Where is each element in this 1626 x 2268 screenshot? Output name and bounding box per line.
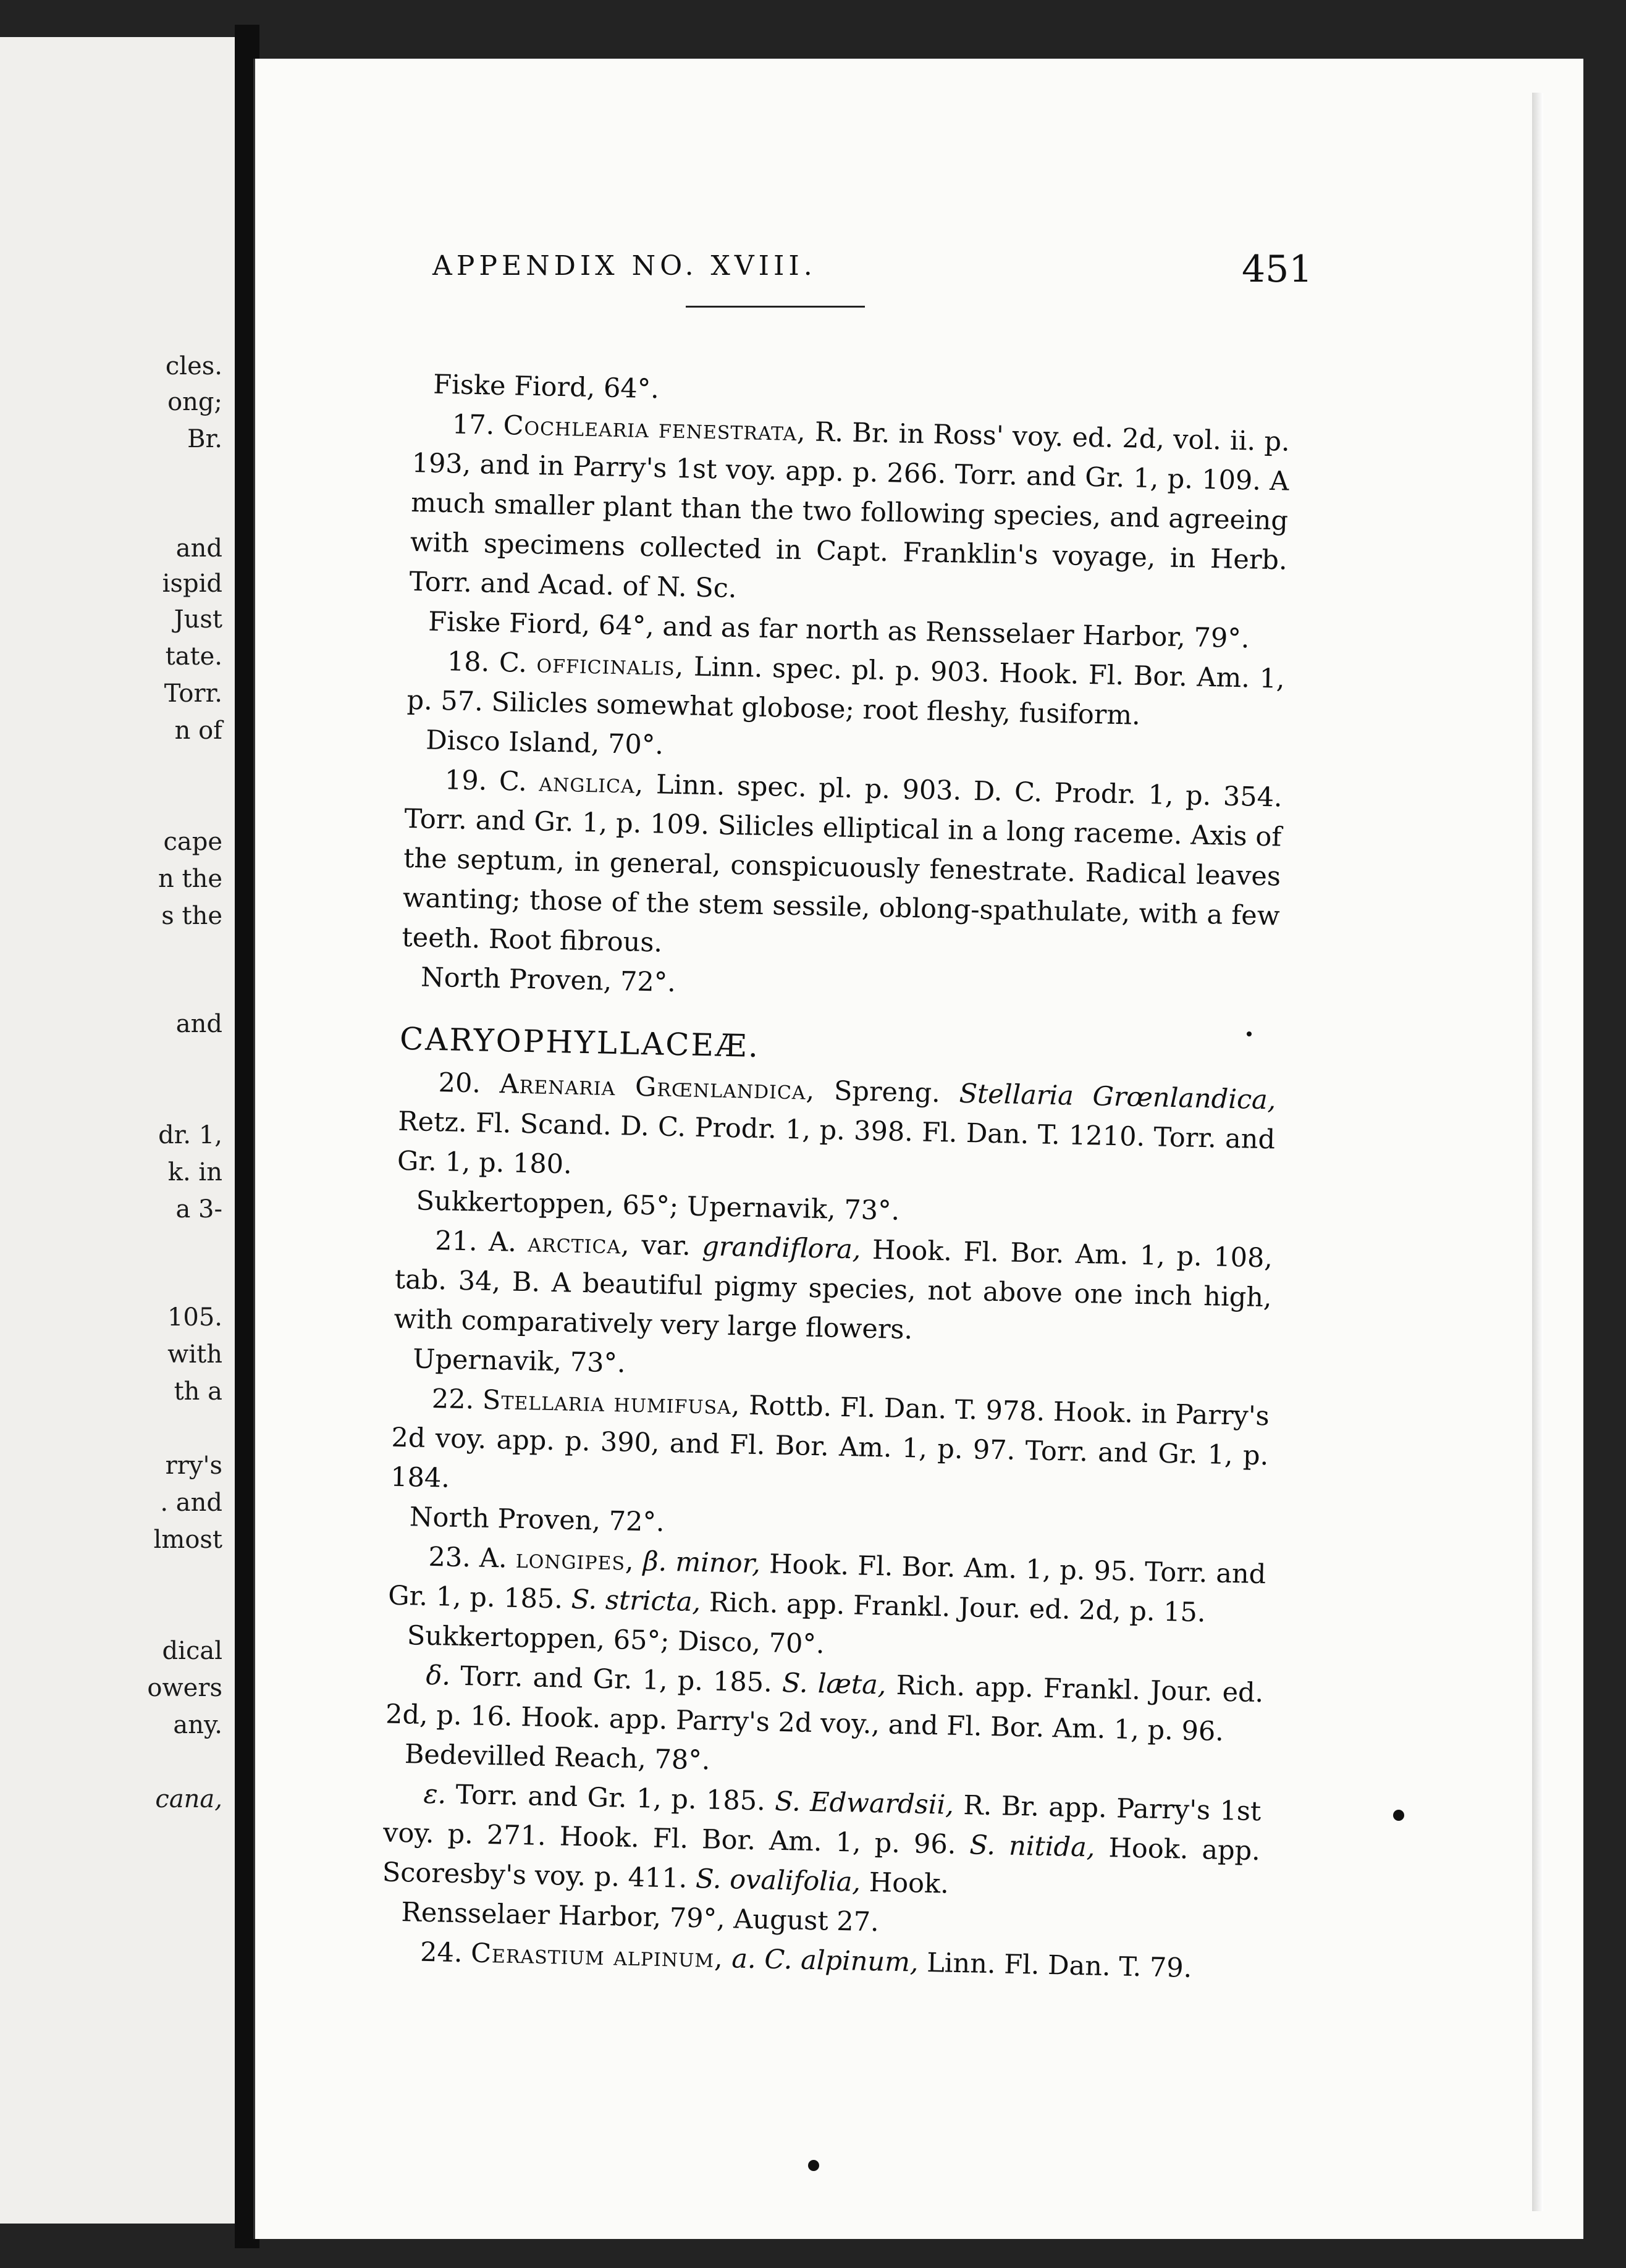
fragment-line: and [175, 534, 222, 563]
species-entry-20 [397, 1062, 1276, 1199]
entry-text: Hook. [860, 1867, 950, 1900]
fragment-line: Torr. [164, 679, 222, 708]
fragment-line: cana, [155, 1785, 222, 1813]
entry-text: Torr. and Gr. 1, p. 185. [450, 1660, 783, 1699]
variety-entry-epsilon [382, 1773, 1262, 1910]
species-name: Stellaria humifusa, [482, 1384, 741, 1421]
fragment-line: dical [162, 1637, 222, 1665]
species-name: Cochlearia fenestrata, [503, 410, 807, 448]
synonym: C. alpinum, [764, 1944, 919, 1978]
fragment-line: dr. 1, [158, 1121, 222, 1149]
species-entry-19 [402, 760, 1283, 976]
ink-speck [1247, 1031, 1252, 1036]
entry-number: 22. [431, 1383, 474, 1416]
fragment-line: ong; [167, 388, 222, 416]
species-entry-22 [390, 1379, 1270, 1516]
species-name: arctica, [527, 1227, 631, 1261]
locality-line: Fiske Fiord, 64°, and as far north as Rensselaer Harbor, 79°. [428, 606, 1250, 655]
variety: grandiflora, [701, 1231, 861, 1266]
locality-line: Upernavik, 73°. [412, 1343, 626, 1379]
entry-number: 24. [419, 1936, 463, 1969]
fragment-line: lmost [153, 1526, 222, 1554]
locality-line: North Proven, 72°. [420, 962, 676, 999]
locality-line: Sukkertoppen, 65°; Disco, 70°. [406, 1620, 825, 1660]
entry-number: 18. C. [447, 646, 528, 679]
locality-line: Bedevilled Reach, 78°. [404, 1739, 710, 1776]
ink-speck [808, 2160, 819, 2171]
species-entry-17 [409, 404, 1290, 620]
fragment-line: 105. [167, 1303, 222, 1332]
synonym: S. læta, [781, 1667, 887, 1701]
entry-text: Rich. app. Frankl. Jour. ed. 2d, p. 15. [700, 1587, 1207, 1629]
entry-text: Rich. app. Frankl. Jour. ed. 2d, p. 16. Hook. app. Parry's 2d voy., and Fl. Bor. Am. 1, p. 96. [385, 1670, 1264, 1747]
synonym: S. ovalifolia, [695, 1863, 861, 1898]
fragment-line: th a [174, 1377, 222, 1406]
entry-text: Rottb. Fl. Dan. T. 978. Hook. in Parry's 2d voy. app. p. 390, and Fl. Bor. Am. 1, p. 97. Torr. and Gr. 1, p. 184. [390, 1390, 1270, 1494]
locality-line: Disco Island, 70°. [425, 724, 664, 761]
fragment-line: a 3- [175, 1195, 222, 1224]
species-name: anglica, [538, 766, 644, 800]
variety: β. minor, [634, 1545, 761, 1580]
fragment-line: rry's [165, 1451, 222, 1480]
variety-marker: δ. [426, 1660, 451, 1692]
fragment-line: cape [163, 828, 222, 856]
entry-number: 21. A. [434, 1225, 517, 1258]
entry-text: Linn. Fl. Dan. T. 79. [918, 1947, 1192, 1984]
variety-marker: a. [723, 1943, 757, 1975]
entry-text: Retz. Fl. Scand. D. C. Prodr. 1, p. 398. Fl. Dan. T. 1210. Torr. and Gr. 1, p. 180. [397, 1106, 1276, 1180]
species-name: longipes, [515, 1543, 635, 1577]
species-name: Arenaria Grœnlandica, [499, 1069, 815, 1106]
fragment-line: . and [160, 1489, 222, 1517]
entry-number: 20. [438, 1067, 481, 1099]
entry-text: Hook. Fl. Bor. Am. 1, p. 108, tab. 34, B. A beautiful pigmy species, not above one inch high, with comparatively very large flowers. [394, 1234, 1273, 1346]
fragment-line: ispid [162, 569, 222, 598]
ink-speck [1393, 1810, 1404, 1821]
locality-line: Fiske Fiord, 64°. [432, 369, 660, 405]
fragment-line: k. in [167, 1158, 222, 1186]
fragment-line: cles. [165, 352, 222, 380]
entry-text: Hook. Fl. Bor. Am. 1, p. 95. Torr. and Gr. 1, p. 185. [387, 1548, 1266, 1615]
section-heading: CARYOPHYLLACEÆ. [399, 1020, 760, 1064]
body-text [381, 364, 1291, 1989]
synonym: S. stricta, [571, 1584, 701, 1618]
fragment-line: tate. [165, 642, 222, 671]
fragment-line: owers [147, 1674, 222, 1702]
entry-text: Linn. spec. pl. p. 903. D. C. Prodr. 1, p. 354. Torr. and Gr. 1, p. 109. Silicles elliptical in a long raceme. Axis of the septum, in general, conspicuously fenestrate. Radical leaves wanting; those of the stem sessile, oblong-spathulate, with a few teeth. Root fibrous. [402, 768, 1283, 959]
locality-line: North Proven, 72°. [409, 1502, 665, 1538]
entry-number: 17. [452, 409, 495, 441]
entry-text: R. Br. app. Parry's 1st voy. p. 271. Hook. Fl. Bor. Am. 1, p. 96. [382, 1789, 1262, 1861]
synonym: S. nitida, [969, 1829, 1095, 1863]
fragment-line: with [167, 1340, 222, 1369]
entry-number: 19. C. [444, 765, 528, 797]
fragment-line: n of [174, 716, 222, 745]
species-name: officinalis, [536, 648, 685, 682]
facing-page-fragment [0, 37, 236, 2224]
entry-text: R. Br. in Ross' voy. ed. 2d, vol. ii. p. 193, and in Parry's 1st voy. app. p. 266. Torr. and Gr. 1, p. 109. A much smaller plant than the two following species, and agreeing with specimens collected in Capt. Franklin's voyage, in Herb. Torr. and Acad. of N. Sc. [409, 416, 1291, 605]
page-number: 451 [1242, 248, 1313, 291]
running-head [432, 248, 1313, 324]
variety-marker: ε. [423, 1778, 447, 1810]
synonym: Stellaria Grœnlandica, [959, 1078, 1276, 1116]
page-edge [1532, 93, 1543, 2211]
synonym: S. Edwardsii, [774, 1786, 954, 1821]
species-entry-21 [394, 1220, 1273, 1358]
species-name: Cerastium alpinum, [470, 1938, 724, 1975]
fragment-line: n the [158, 865, 222, 893]
entry-text: var. [630, 1229, 702, 1262]
fragment-line: s the [161, 902, 222, 930]
entry-number: 23. A. [428, 1541, 508, 1574]
fragment-line: Just [174, 605, 222, 634]
fragment-line: Br. [187, 425, 222, 453]
header-rule [686, 306, 865, 308]
entry-text: Torr. and Gr. 1, p. 185. [445, 1779, 775, 1817]
fragment-line: any. [173, 1711, 222, 1739]
running-head-title: APPENDIX NO. XVIII. [432, 250, 817, 282]
fragment-line: and [175, 1010, 222, 1038]
locality-line: Rensselaer Harbor, 79°, August 27. [400, 1897, 880, 1938]
entry-text: Spreng. [814, 1075, 960, 1109]
entry-text: Linn. spec. pl. p. 903. Hook. Fl. Bor. Am. 1, p. 57. Silicles somewhat globose; root fleshy, fusiform. [406, 651, 1286, 731]
entry-text: Hook. app. Scoresby's voy. p. 411. [382, 1832, 1261, 1895]
locality-line: Sukkertoppen, 65°; Upernavik, 73°. [416, 1185, 900, 1227]
